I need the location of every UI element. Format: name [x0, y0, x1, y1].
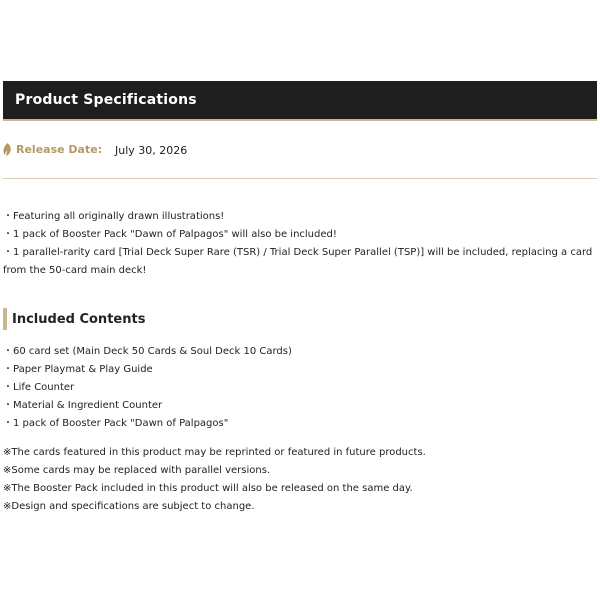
included-contents-heading: [3, 308, 303, 330]
feature-item: ・Featuring all originally drawn illustrations!: [3, 211, 225, 222]
list-item: ・Life Counter: [3, 382, 75, 393]
heading-accent-bar: [3, 308, 7, 330]
section-title: Included Contents: [12, 312, 146, 327]
product-specifications-header: [3, 81, 597, 121]
note-item: ※Some cards may be replaced with parallel versions.: [3, 465, 271, 476]
list-item: ・60 card set (Main Deck 50 Cards & Soul Deck 10 Cards): [3, 346, 292, 357]
feature-item: ・1 parallel-rarity card [Trial Deck Super Rare (TSR) / Trial Deck Super Parallel (TSP)] will be included, replacing a card from the 50-card main deck!: [3, 247, 593, 276]
leaf-icon: [3, 143, 12, 156]
note-item: ※The Booster Pack included in this product will also be released on the same day.: [3, 483, 413, 494]
divider: [3, 178, 597, 179]
page-title: Product Specifications: [15, 92, 197, 108]
release-date-value: July 30, 2026: [115, 144, 188, 157]
included-contents-list: [3, 343, 597, 433]
release-date-label: Release Date:: [16, 143, 103, 156]
note-item: ※Design and specifications are subject to change.: [3, 501, 255, 512]
list-item: ・1 pack of Booster Pack "Dawn of Palpagos": [3, 418, 229, 429]
features-list: [3, 208, 597, 280]
feature-item: ・1 pack of Booster Pack "Dawn of Palpagos" will also be included!: [3, 229, 337, 240]
list-item: ・Material & Ingredient Counter: [3, 400, 163, 411]
list-item: ・Paper Playmat & Play Guide: [3, 364, 153, 375]
note-item: ※The cards featured in this product may be reprinted or featured in future products.: [3, 447, 426, 458]
release-date-row: [3, 142, 597, 160]
notes-list: [3, 444, 597, 516]
